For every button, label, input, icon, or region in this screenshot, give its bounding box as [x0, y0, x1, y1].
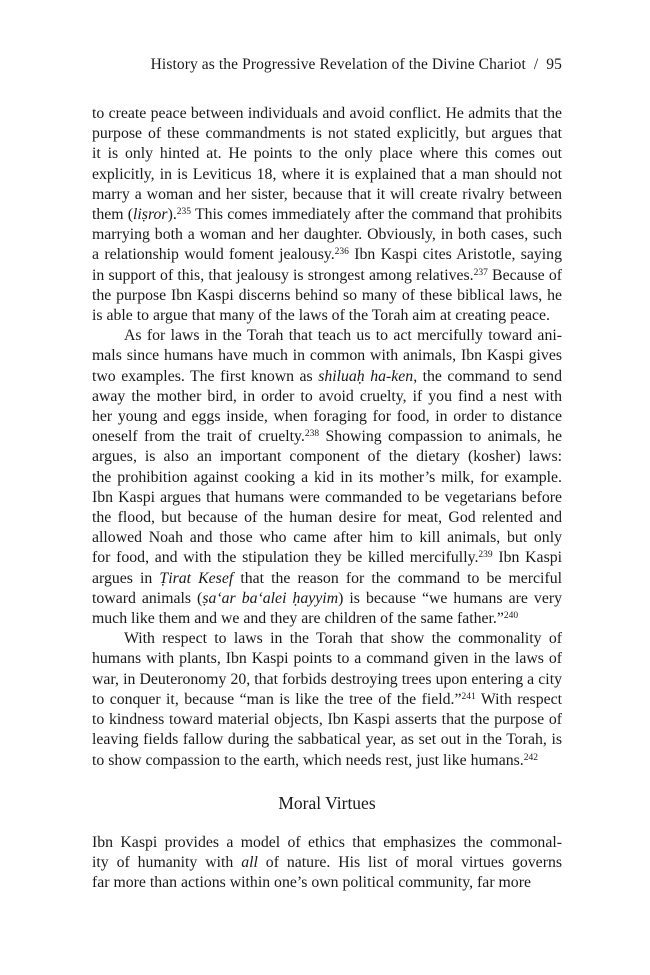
footnote-ref: 237	[473, 267, 488, 278]
text-line: Ibn Kaspi provides a model of ethics that emphasizes the commonal-	[92, 834, 562, 851]
paragraph-2	[92, 326, 562, 629]
text-line: marrying both a woman and her daughter. Obviously, in both cases, such	[92, 226, 562, 244]
text-segment: Ibn Kaspi cites Aristotle, saying	[348, 246, 562, 264]
text-segment: Because of	[487, 266, 563, 284]
text-line: With respect to laws in the Torah that show the commonality of	[124, 630, 562, 648]
text-line	[92, 245, 562, 265]
italic-term: shiluaḥ ha-ken	[318, 367, 414, 385]
text-line: As for laws in the Torah that teach us to act mercifully toward ani-	[124, 327, 562, 345]
text-segment: in support of this, that jealousy is strongest among relatives.	[92, 266, 474, 284]
text-line	[92, 690, 562, 710]
text-line: far more than actions within one’s own political community, far more	[92, 874, 531, 892]
running-head-separator: /	[533, 56, 539, 73]
paragraph-3	[92, 629, 562, 770]
italic-term: ṣa‘ar ba‘alei ḥayyim	[202, 589, 339, 607]
text-line	[92, 548, 562, 568]
text-segment: argues in	[92, 569, 160, 587]
italic-term: liṣror	[133, 206, 168, 224]
text-line: to kindness toward material objects, Ibn Kaspi asserts that the purpose of	[92, 711, 562, 729]
footnote-ref: 240	[503, 610, 519, 621]
text-line: allowed Noah and those who came after him to kill animals, but only	[92, 529, 562, 547]
text-line: explicitly, in is Leviticus 18, where it is explained that a man should not	[92, 165, 562, 183]
text-line	[92, 266, 562, 286]
text-segment: two examples. The first known as	[92, 367, 319, 385]
text-line: the flood, but because of the human desire for meat, God relented and	[92, 509, 562, 527]
italic-term: Ṭirat Kesef	[159, 569, 234, 587]
footnote-ref: 242	[523, 752, 538, 763]
text-line: Ibn Kaspi argues that humans were commanded to be vegetarians before	[92, 488, 562, 506]
text-line: it is only hinted at. He points to the only place where this comes out	[92, 145, 562, 163]
text-segment: Showing compassion to animals, he	[319, 428, 563, 446]
paragraph-1	[92, 104, 562, 326]
footnote-ref: 241	[461, 691, 476, 702]
text-line: the prohibition against cooking a kid in its mother’s milk, for example.	[92, 468, 562, 486]
text-line	[92, 853, 562, 873]
text-segment: , the command to send	[413, 367, 562, 385]
text-segment: a relationship would foment jealousy.	[92, 246, 335, 264]
footnote-ref: 239	[478, 550, 493, 561]
footnote-ref: 238	[304, 429, 320, 440]
footnote-ref: 236	[334, 247, 349, 258]
text-segment: ) is because “we humans are very	[338, 589, 562, 607]
text-segment: toward animals (	[92, 589, 203, 607]
footnote-ref: 235	[176, 206, 192, 217]
text-line: the purpose Ibn Kaspi discerns behind so many of these biblical laws, he	[92, 286, 562, 304]
text-segment: to conquer it, because “man is like the tree of the field.”	[92, 690, 462, 708]
text-line: to create peace between individuals and avoid conflict. He admits that the	[92, 105, 562, 122]
text-line	[92, 589, 562, 609]
page-number: 95	[546, 56, 562, 73]
text-line: war, in Deuteronomy 20, that forbids destroying trees upon entering a city	[92, 670, 562, 688]
paragraph-4	[92, 833, 562, 894]
running-head-title: History as the Progressive Revelation of the Divine Chariot	[150, 56, 526, 73]
text-line: marry a woman and her sister, because that it will create rivalry between	[92, 185, 562, 203]
running-head	[92, 56, 562, 74]
text-line: her young and eggs inside, when foraging for food, in order to distance	[92, 408, 562, 426]
italic-term: all	[241, 854, 258, 872]
text-segment: ).	[167, 206, 177, 224]
text-line	[92, 751, 562, 771]
text-line: away the mother bird, in order to avoid cruelty, if you find a nest with	[92, 387, 562, 405]
text-segment: of nature. His list of moral virtues governs	[257, 854, 562, 872]
text-line	[92, 569, 562, 589]
text-segment: Ibn Kaspi	[492, 549, 563, 567]
text-line	[92, 367, 562, 387]
body-text-continued	[92, 833, 562, 894]
text-line	[92, 427, 562, 447]
text-line: is able to argue that many of the laws of the Torah aim at creating peace.	[92, 307, 551, 325]
text-line: mals since humans have much in common with animals, Ibn Kaspi gives	[92, 347, 562, 365]
text-segment: for food, and with the stipulation they be killed mercifully.	[92, 549, 479, 567]
text-line	[92, 609, 562, 629]
text-segment: With respect	[475, 690, 563, 708]
text-line: leaving fields fallow during the sabbatical year, as set out in the Torah, is	[92, 731, 562, 749]
text-line: purpose of these commandments is not stated explicitly, but argues that	[92, 125, 562, 143]
text-segment: oneself from the trait of cruelty.	[92, 428, 305, 446]
section-heading: Moral Virtues	[278, 793, 376, 813]
text-segment: much like them and we and they are children of the same father.”	[92, 610, 504, 628]
text-segment: to show compassion to the earth, which needs rest, just like humans.	[92, 751, 524, 769]
text-segment: them (	[92, 206, 134, 224]
body-text	[92, 104, 562, 771]
text-segment: This comes immediately after the command that prohibits	[191, 206, 562, 224]
text-segment: ity of humanity with	[92, 854, 242, 872]
text-line: humans with plants, Ibn Kaspi points to a command given in the laws of	[92, 650, 562, 668]
text-segment: that the reason for the command to be merciful	[233, 569, 562, 587]
text-line	[92, 205, 562, 225]
text-line: argues, is also an important component of the dietary (kosher) laws:	[92, 448, 562, 466]
